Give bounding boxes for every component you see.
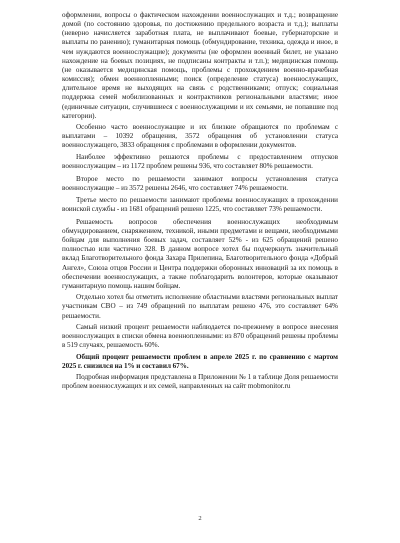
paragraph-appeal-categories: оформлении, вопросы о фактическом нахождении военнослужащих и т.д.; возвращение домой (по состоянию здоровья, по достижению предельного возраста и т.д.); выплаты (неверно начисляется заработная плата, не выплачивают боевые, губернаторские и выплаты по ранению); гуманитарная помощь (обмундирование, техника, одежда и иное, в чем нуждаются военнослужащие); документы (не оформлен военный билет, не указано нахождение на боевых позициях, не подписаны контракты и т.п.); медицинская помощь (не оказывается медицинская помощь, проблемы с прохождением военно-врачебная комиссия); обмен военнопленными; поиск (определение статуса) военнослужащих, длительное время не выходящих на связь с родственниками; отпуск; социальная поддержка семей мобилизованных и контрактников региональными властями; иное (единичные ситуации, случившиеся с военнослужащими и их семьями, не попавшие под категории).: [62, 11, 338, 120]
paragraph-status-resolution: Второе место по решаемости занимают вопросы установления статуса военнослужащие – из 3572 решены 2646, что составляет 74% решаемости.: [62, 175, 338, 193]
page-number: 2: [198, 515, 202, 522]
paragraph-overall-summary: Общий процент решаемости проблем в апреле 2025 г. по сравнению с мартом 2025 г. снизился на 1% и составил 67%.: [62, 352, 338, 370]
paragraph-service-resolution: Третье место по решаемости занимают проблемы военнослужащих в прохождении воинской службы - из 1681 обращений решено 1225, что составляет 73% решаемости.: [62, 195, 338, 213]
paragraph-leave-resolution: Наиболее эффективно решаются проблемы с предоставлением отпусков военнослужащим – из 1172 проблем решены 936, что составляет 80% решаемости.: [62, 152, 338, 170]
paragraph-frequent-issues: Особенно часто военнослужащие и их близкие обращаются по проблемам с выплатами – 10392 обращения, 3572 обращения об установлении статуса военнослужащего, 3833 обращения с проблемами в оформлении документов.: [62, 123, 338, 150]
paragraph-regional-payments: Отдельно хотел бы отметить исполнение областными властями региональных выплат участникам СВО – из 749 обращений по выплатам решено 476, это составляет 64% решаемости.: [62, 293, 338, 320]
paragraph-appendix-reference: Подробная информация представлена в Приложении № 1 в таблице Доля решаемости проблем военнослужащих и их семей, направленных на сайт mobmonitor.ru: [62, 373, 338, 391]
paragraph-equipment-resolution: Решаемость вопросов обеспечения военнослужащих необходимым обмундированием, снаряжением, техникой, иными предметами и вещами, необходимыми бойцам для выполнения боевых задач, составляет 52% - из 625 обращений решено полностью или частично 328. В данном вопросе хотел бы подчеркнуть значительный вклад Благотворительного фонда Захара Прилепина, Благотворительного фонда «Добрый Ангел», Союза отцов России и Центра поддержки оборонных инноваций за их помощь в обеспечении военнослужащих, а также поблагодарить волонтеров, которые оказывают гуманитарную помощь нашим бойцам.: [62, 217, 338, 290]
paragraph-prisoner-exchange: Самый низкий процент решаемости наблюдается по-прежнему в вопросе внесения военнослужащих в списки обмена военнопленными: из 870 обращений решены проблемы в 519 случаях, решаемость 60%.: [62, 322, 338, 350]
